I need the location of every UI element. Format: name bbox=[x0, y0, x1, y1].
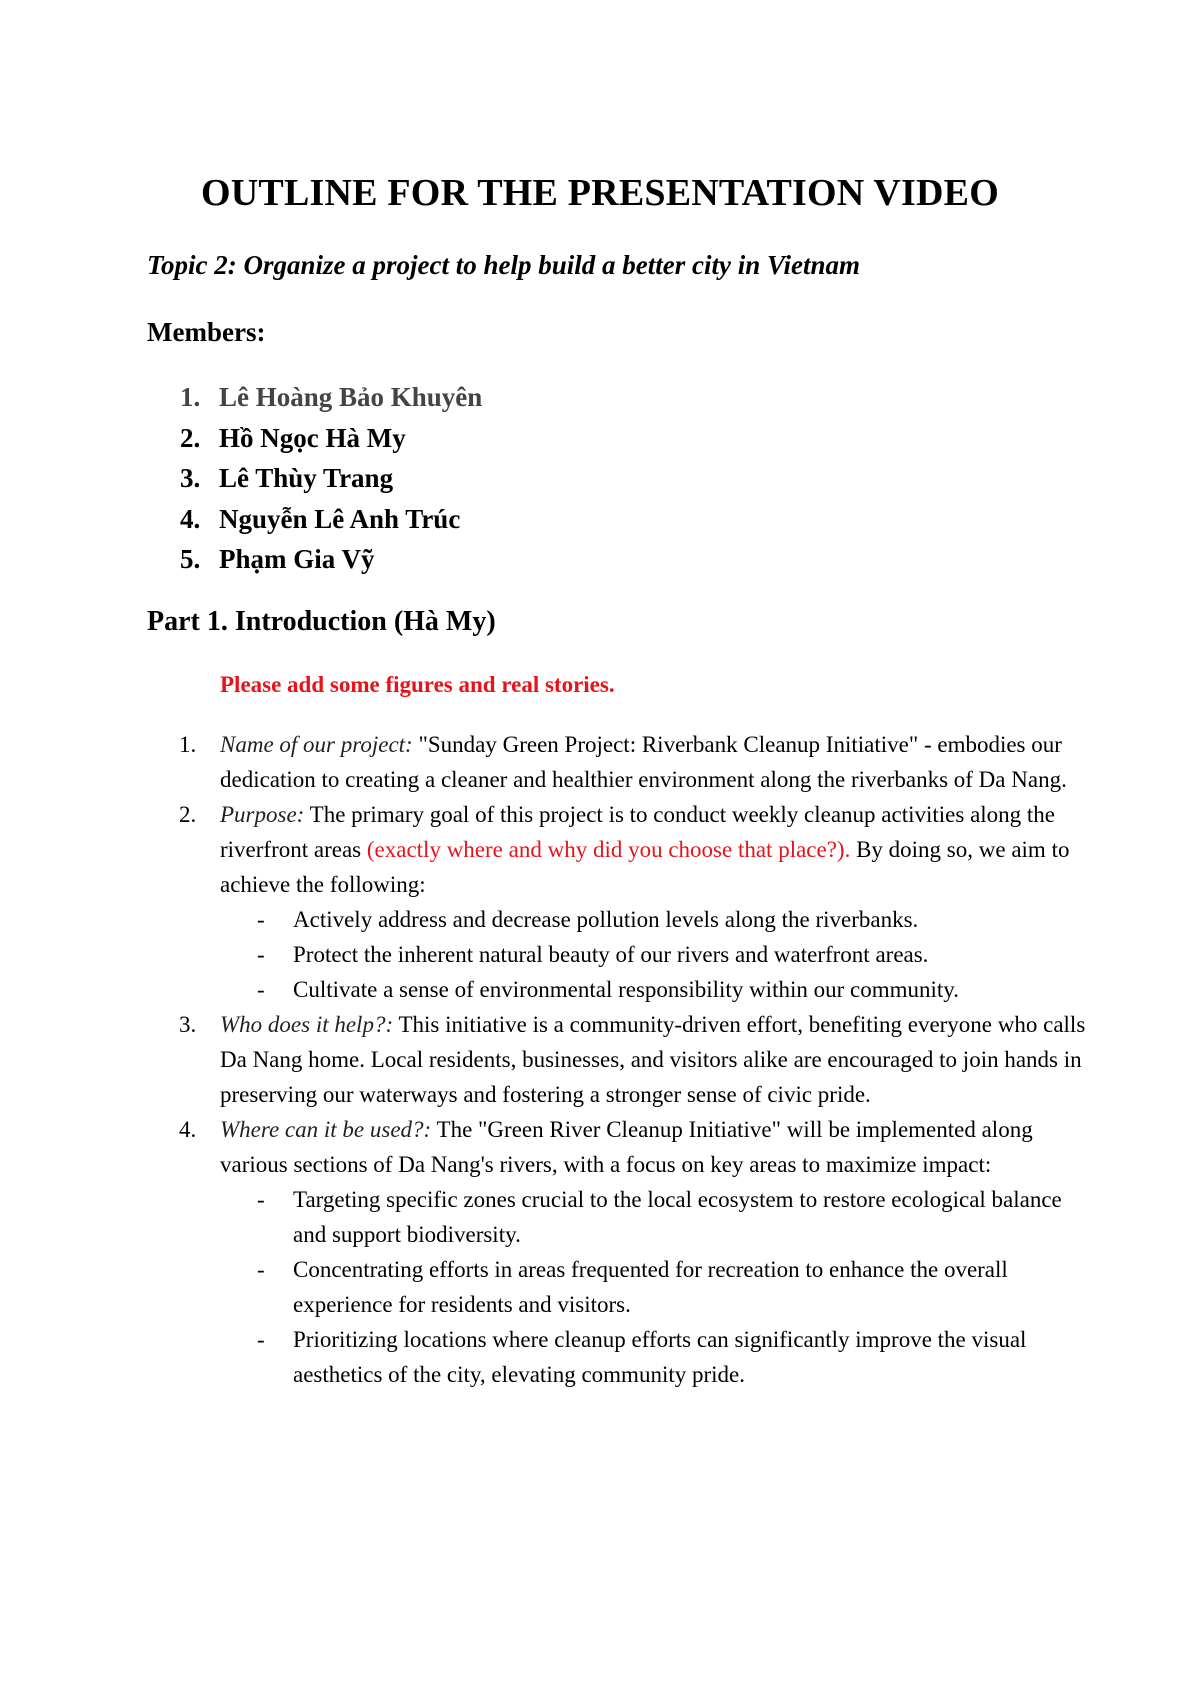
member-item bbox=[180, 418, 482, 459]
item-text: The primary goal of this project is to conduct weekly cleanup activities along the riverfront areas bbox=[220, 802, 1056, 862]
part1-heading: Part 1. Introduction (Hà My) bbox=[147, 606, 496, 637]
bullet-item bbox=[220, 1252, 1090, 1322]
item-label: Where can it be used?: bbox=[220, 1117, 432, 1142]
bullet-text: Actively address and decrease pollution levels along the riverbanks. bbox=[293, 907, 919, 932]
outline-item-who-helps bbox=[179, 1007, 1090, 1112]
item-text: "Sunday Green Project: Riverbank Cleanup Initiative" - embodies our dedication to creating a cleaner and healthier environment along the riverbanks of Da Nang. bbox=[220, 732, 1067, 792]
member-number: 3. bbox=[180, 463, 201, 493]
members-list bbox=[180, 377, 482, 580]
member-number: 4. bbox=[180, 503, 201, 534]
item-label: Name of our project: bbox=[220, 732, 413, 757]
member-name: Lê Thùy Trang bbox=[219, 463, 394, 493]
item-text: This initiative is a community-driven effort, benefiting everyone who calls Da Nang home. Local residents, businesses, and visitors alike are encouraged to join hands in preserving our waterways and fostering a stronger sense of civic pride. bbox=[220, 1012, 1086, 1107]
member-name: Lê Hoàng Bảo Khuyên bbox=[219, 382, 483, 412]
bullet-item bbox=[220, 972, 1090, 1007]
item-number: 3. bbox=[179, 1012, 197, 1037]
member-item bbox=[180, 377, 482, 418]
item-number: 2. bbox=[179, 802, 197, 827]
member-number: 5. bbox=[180, 544, 201, 574]
bullet-dash: - bbox=[257, 977, 265, 1002]
bullet-item bbox=[220, 1322, 1090, 1392]
bullet-item bbox=[220, 902, 1090, 937]
item-number: 4. bbox=[179, 1117, 197, 1142]
document-title: OUTLINE FOR THE PRESENTATION VIDEO bbox=[201, 172, 999, 214]
bullet-text: Targeting specific zones crucial to the local ecosystem to restore ecological balance and support biodiversity. bbox=[293, 1187, 1062, 1247]
member-number: 1. bbox=[180, 382, 201, 412]
member-item bbox=[180, 458, 482, 499]
bullet-dash: - bbox=[257, 942, 265, 967]
outline-item-purpose bbox=[179, 797, 1090, 902]
outline-item-project-name bbox=[179, 727, 1090, 797]
item-label: Purpose: bbox=[220, 802, 305, 827]
item-label: Who does it help?: bbox=[220, 1012, 394, 1037]
bullet-text: Cultivate a sense of environmental responsibility within our community. bbox=[293, 977, 960, 1002]
bullet-dash: - bbox=[257, 1257, 265, 1282]
bullet-text: Prioritizing locations where cleanup efforts can significantly improve the visual aesthetics of the city, elevating community pride. bbox=[293, 1327, 1027, 1387]
bullet-text: Concentrating efforts in areas frequented for recreation to enhance the overall experience for residents and visitors. bbox=[293, 1257, 1008, 1317]
bullet-item bbox=[220, 937, 1090, 972]
members-label: Members: bbox=[147, 317, 266, 347]
member-number: 2. bbox=[180, 422, 201, 453]
topic-heading: Topic 2: Organize a project to help build a better city in Vietnam bbox=[147, 250, 860, 280]
member-name: Nguyễn Lê Anh Trúc bbox=[219, 503, 461, 534]
member-item bbox=[180, 539, 482, 580]
bullet-dash: - bbox=[257, 907, 265, 932]
reviewer-question: (exactly where and why did you choose that place?). bbox=[366, 837, 851, 862]
member-name: Phạm Gia Vỹ bbox=[219, 544, 375, 574]
member-item bbox=[180, 499, 482, 540]
part1-outline bbox=[179, 727, 1090, 1392]
member-name: Hồ Ngọc Hà My bbox=[219, 422, 406, 453]
reviewer-note: Please add some figures and real stories. bbox=[220, 672, 615, 697]
bullet-item bbox=[220, 1182, 1090, 1252]
item-text-continued: By doing so, we aim to achieve the following: bbox=[220, 837, 1070, 897]
bullet-text: Protect the inherent natural beauty of our rivers and waterfront areas. bbox=[293, 942, 929, 967]
item-text: The "Green River Cleanup Initiative" will be implemented along various sections of Da Nang's rivers, with a focus on key areas to maximize impact: bbox=[220, 1117, 1033, 1177]
item-number: 1. bbox=[179, 732, 197, 757]
bullet-dash: - bbox=[257, 1327, 265, 1352]
bullet-dash: - bbox=[257, 1187, 265, 1212]
outline-item-where-used bbox=[179, 1112, 1090, 1182]
